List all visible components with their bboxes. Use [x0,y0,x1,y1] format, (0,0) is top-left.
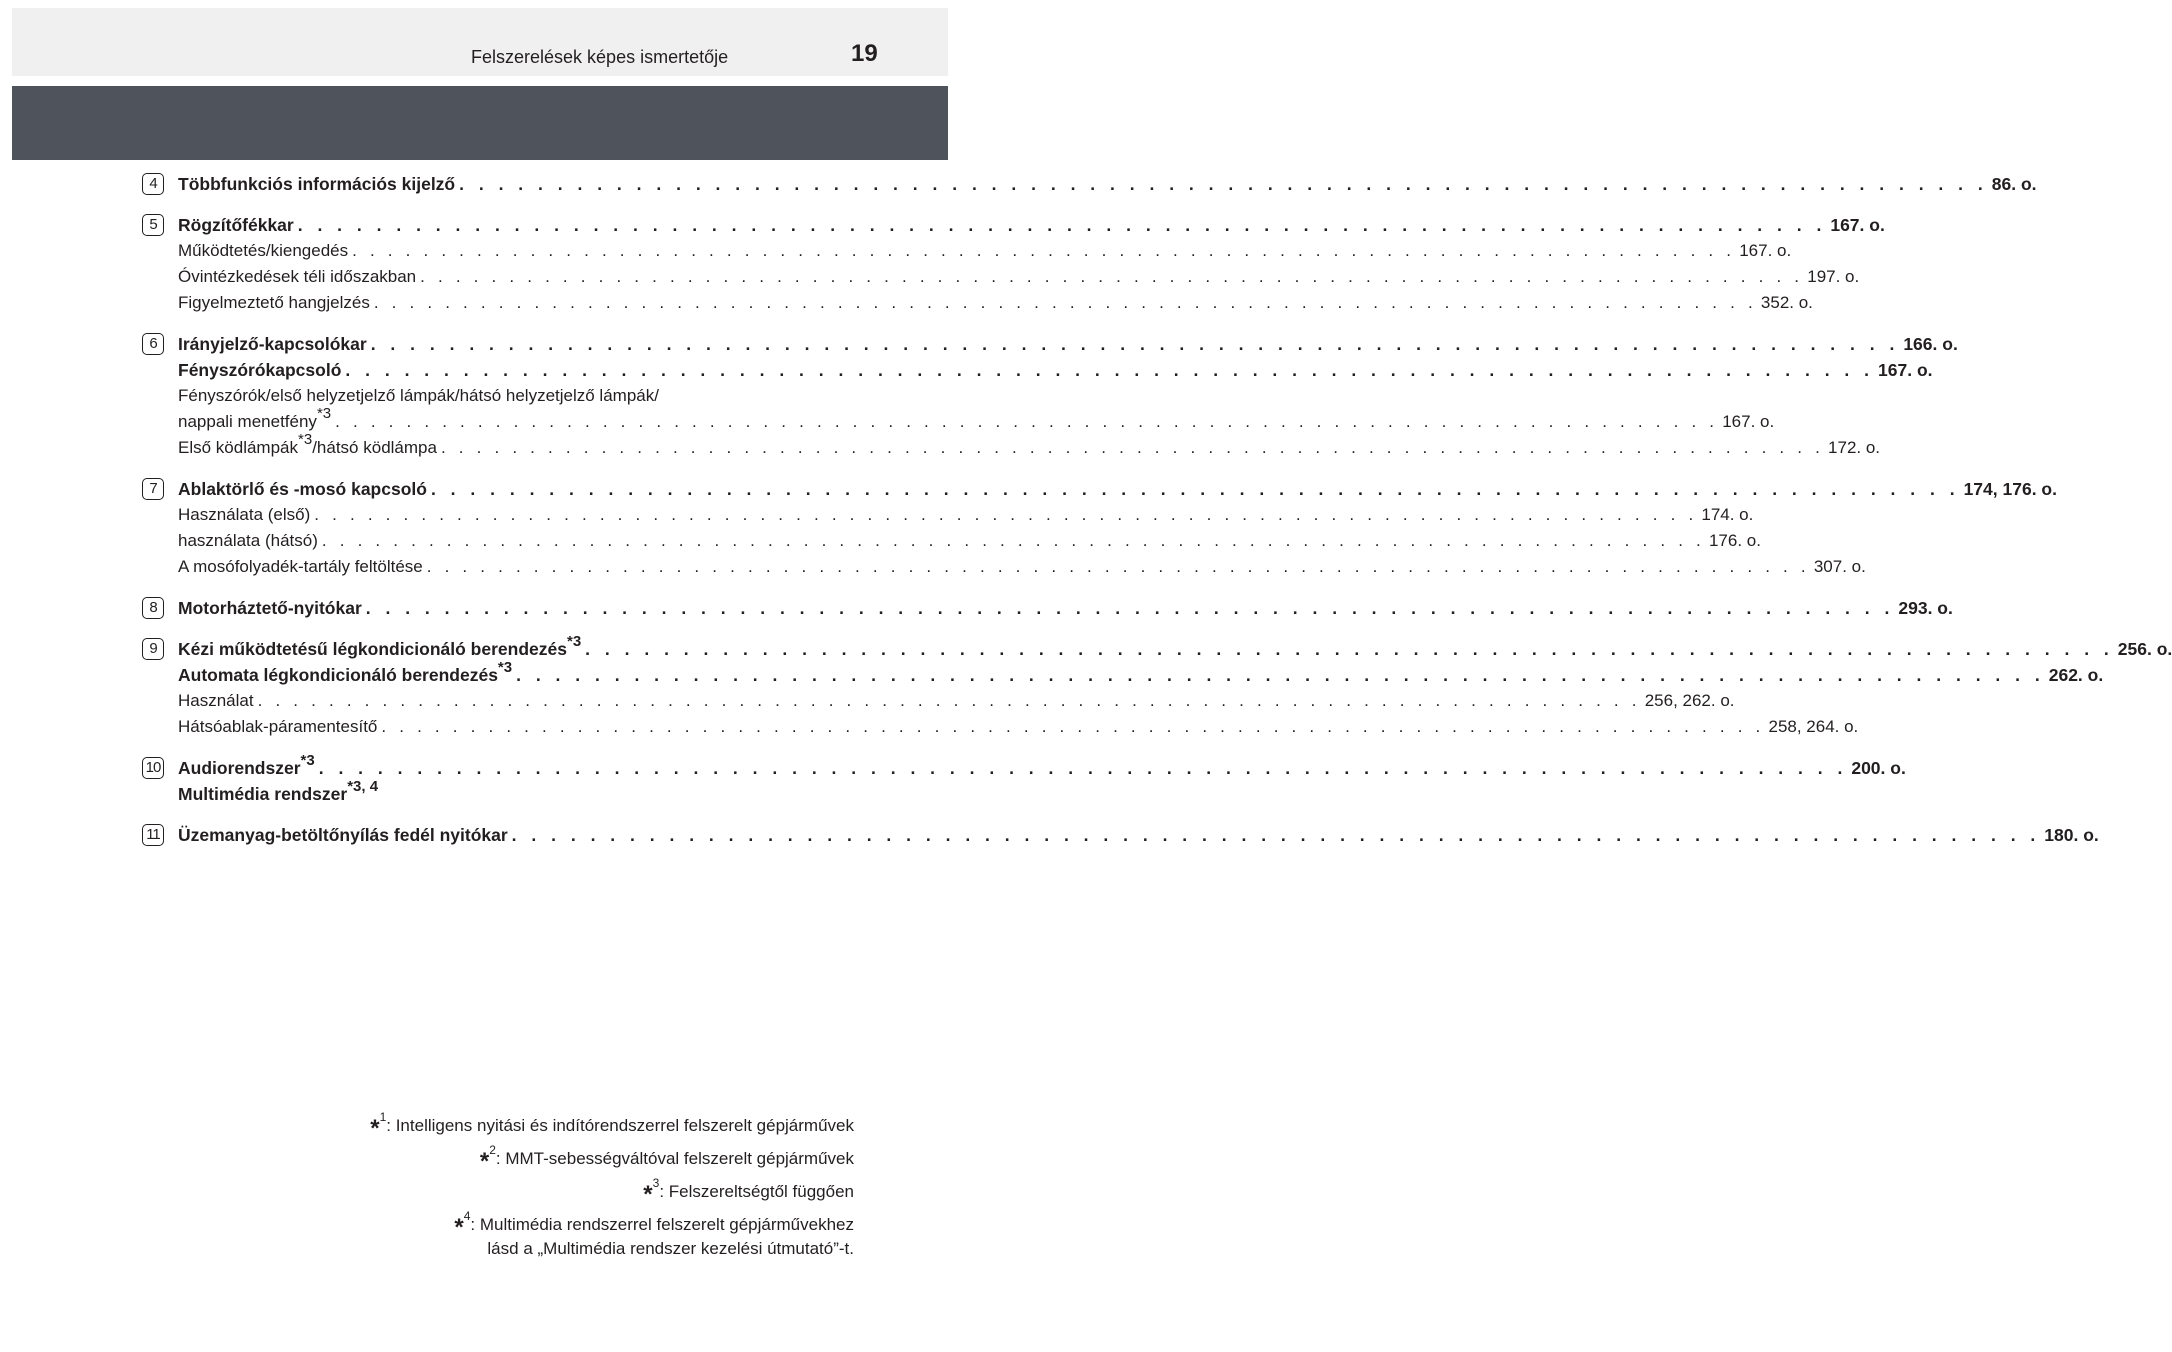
leader-dots: . . . . . . . . . . . . . . . . . . . . . . . . . . . . . . . . . . . . . . . . . . . . . . . . . . . . . . . . . . . . . . . . . . . . . . . . . . . . . . [335,412,1719,431]
entry-label: Hátsóablak-páramentesítő [178,717,378,736]
entry-label: nappali menetfény$^{*3}$ [178,405,332,431]
footnotes [370,1108,854,1260]
section-number-badge: 7 [142,478,164,500]
footnote-1: *$^1$: Intelligens nyitási és indítórendszerrel felszerelt gépjárművek [370,1110,854,1142]
section-7 [142,476,2057,580]
leader-dots: . . . . . . . . . . . . . . . . . . . . . . . . . . . . . . . . . . . . . . . . . . . . . . . . . . . . . . . . . . . . . . . . . . . . . . . . . . . . . . [365,598,1895,618]
entry-page: 293. o. [1898,598,1953,618]
leader-dots: . . . . . . . . . . . . . . . . . . . . . . . . . . . . . . . . . . . . . . . . . . . . . . . . . . . . . . . . . . . . . . . . . . . . . . . . . . . . . . [381,717,1765,736]
leader-dots: . . . . . . . . . . . . . . . . . . . . . . . . . . . . . . . . . . . . . . . . . . . . . . . . . . . . . . . . . . . . . . . . . . . . . . . . . . . . . . [297,215,1827,235]
subentry-washer-fluid[interactable] [178,554,1866,580]
footnote-2: *$^2$: MMT-sebességváltóval felszerelt gépjárművek [479,1143,854,1175]
entry-page: 172. o. [1828,438,1881,457]
leader-dots: . . . . . . . . . . . . . . . . . . . . . . . . . . . . . . . . . . . . . . . . . . . . . . . . . . . . . . . . . . . . . . . . . . . . . . . . . . . . . . [257,691,1641,710]
entry-label: Első ködlámpák$^{*3}$/hátsó ködlámpa [178,431,437,457]
footnote-mark: *3 [300,752,315,770]
footnote-4-continuation: lásd a „Multimédia rendszer kezelési útmutató”-t. [487,1239,854,1258]
entry-page: 86. o. [1991,174,2037,194]
entry-label: Üzemanyag-betöltőnyílás fedél nyitókar [178,825,508,845]
entry-label: Óvintézkedések téli időszakban [178,267,417,286]
subentry-rear-defogger[interactable] [178,714,1859,740]
section-number-badge: 8 [142,597,164,619]
leader-dots: . . . . . . . . . . . . . . . . . . . . . . . . . . . . . . . . . . . . . . . . . . . . . . . . . . . . . . . . . . . . . . . . . . . . . . . . . . . . . . [426,557,1810,576]
entry-label: A mosófolyadék-tartály feltöltése [178,557,423,576]
entry-label: Audiorendszer$^{*3}$ [178,752,315,778]
entry-page: 174. o. [1701,505,1754,524]
leader-dots: . . . . . . . . . . . . . . . . . . . . . . . . . . . . . . . . . . . . . . . . . . . . . . . . . . . . . . . . . . . . . . . . . . . . . . . . . . . . . . [352,241,1736,260]
footnote-mark: *3 [497,659,513,677]
subentry-winter-precautions[interactable] [178,264,1860,290]
subentry-lights-line1: Fényszórók/első helyzetjelző lámpák/hátsó helyzetjelző lámpák/ [178,386,659,405]
entry-label: Motorháztető-nyitókar [178,598,362,618]
footnote-mark: *3 [298,431,313,449]
entry-page: 167. o. [1739,241,1792,260]
subentry-fog-lights[interactable] [178,431,1881,461]
footnote-3: *$^3$: Felszereltségtől függően [643,1176,854,1208]
section-4 [142,171,2037,197]
entry-page: 167. o. [1722,412,1775,431]
section-9 [142,633,2172,740]
section-6 [142,331,1958,461]
section-number-badge: 4 [142,173,164,195]
section-10 [142,752,1906,807]
entry-fuel-door-opener[interactable] [178,822,2099,848]
leader-dots: . . . . . . . . . . . . . . . . . . . . . . . . . . . . . . . . . . . . . . . . . . . . . . . . . . . . . . . . . . . . . . . . . . . . . . . . . . . . . . [345,360,1875,380]
entry-headlight-switch[interactable] [178,357,1933,383]
entry-page: 176. o. [1708,531,1761,550]
entry-multimedia-system[interactable] [178,778,832,807]
entry-page: 167. o. [1878,360,1933,380]
page-number: 19 [851,40,878,67]
entry-label: Használata (első) [178,505,311,524]
entry-page: 256. o. [2117,639,2172,659]
leader-dots: . . . . . . . . . . . . . . . . . . . . . . . . . . . . . . . . . . . . . . . . . . . . . . . . . . . . . . . . . . . . . . . . . . . . . . . . . . . . . . [430,479,1960,499]
entry-label: Rögzítőfékkar [178,215,294,235]
entry-label: Használat [178,691,254,710]
entry-page: 180. o. [2044,825,2099,845]
entry-parking-brake[interactable] [178,212,1885,238]
subentry-warning-buzzer[interactable] [178,290,1813,316]
entry-page: 197. o. [1807,267,1860,286]
entry-label: Működtetés/kiengedés [178,241,349,260]
entry-page: 258, 264. o. [1768,717,1859,736]
entry-label: Ablaktörlő és -mosó kapcsoló [178,479,427,499]
entry-label: Figyelmeztető hangjelzés [178,293,370,312]
footnote-mark: *3 [566,633,582,651]
entry-page: 307. o. [1813,557,1866,576]
entry-page: 174, 176. o. [1963,479,2057,499]
section-number-badge: 5 [142,214,164,236]
leader-dots: . . . . . . . . . . . . . . . . . . . . . . . . . . . . . . . . . . . . . . . . . . . . . . . . . . . . . . . . . . . . . . . . . . . . . . . . . . . . . . [370,334,1900,354]
entry-turn-signal-lever[interactable] [178,331,1958,357]
leader-dots: . . . . . . . . . . . . . . . . . . . . . . . . . . . . . . . . . . . . . . . . . . . . . . . . . . . . . . . . . . . . . . . . . . . . . . . . . . . . . . [585,639,2114,659]
leader-dots: . . . . . . . . . . . . . . . . . . . . . . . . . . . . . . . . . . . . . . . . . . . . . . . . . . . . . . . . . . . . . . . . . . . . . . . . . . . . . . [420,267,1804,286]
entry-page: 166. o. [1903,334,1958,354]
entry-label: Többfunkciós információs kijelző [178,174,456,194]
section-number-badge: 9 [142,638,164,660]
leader-dots: . . . . . . . . . . . . . . . . . . . . . . . . . . . . . . . . . . . . . . . . . . . . . . . . . . . . . . . . . . . . . . . . . . . . . . . . . . . . . . [373,293,1757,312]
entry-page: 256, 262. o. [1644,691,1735,710]
footnote-mark: *3, 4 [347,778,379,796]
leader-dots: . . . . . . . . . . . . . . . . . . . . . . . . . . . . . . . . . . . . . . . . . . . . . . . . . . . . . . . . . . . . . . . . . . . . . . . . . . . . . . [459,174,1988,194]
entry-label: Kézi működtetésű légkondicionáló berendezés$^{*3}$ [178,633,582,659]
footnote-mark: *3 [316,405,332,423]
entry-page: 352. o. [1760,293,1813,312]
page-header-title: Felszerelések képes ismertetője [471,47,729,67]
section-number-badge: 11 [142,824,164,846]
leader-dots: . . . . . . . . . . . . . . . . . . . . . . . . . . . . . . . . . . . . . . . . . . . . . . . . . . . . . . . . . . . . . . . . . . . . . . . . . . . . . . [314,505,1698,524]
index-list [142,171,2172,863]
leader-dots: . . . . . . . . . . . . . . . . . . . . . . . . . . . . . . . . . . . . . . . . . . . . . . . . . . . . . . . . . . . . . . . . . . . . . . . . . . . . . . [318,758,1848,778]
entry-label: Fényszórókapcsoló [178,360,342,380]
subentry-operation[interactable] [178,238,1792,264]
entry-audio-system[interactable] [178,752,1906,781]
subentry-daytime-running-light[interactable] [178,405,1775,435]
section-8 [142,595,1953,621]
section-5 [142,212,1885,316]
subentry-front-use[interactable] [178,502,1754,528]
entry-multi-info-display[interactable] [178,171,2037,197]
leader-dots: . . . . . . . . . . . . . . . . . . . . . . . . . . . . . . . . . . . . . . . . . . . . . . . . . . . . . . . . . . . . . . . . . . . . . . . . . . . . . . [516,665,2045,685]
subentry-rear-use[interactable] [178,528,1761,554]
entry-label: használata (hátsó) [178,531,318,550]
entry-label: Automata légkondicionáló berendezés$^{*3}$ [178,659,513,685]
leader-dots: . . . . . . . . . . . . . . . . . . . . . . . . . . . . . . . . . . . . . . . . . . . . . . . . . . . . . . . . . . . . . . . . . . . . . . . . . . . . . . [511,825,2041,845]
section-11 [142,822,2099,848]
entry-automatic-ac[interactable] [178,659,2104,688]
entry-page: 167. o. [1830,215,1885,235]
leader-dots: . . . . . . . . . . . . . . . . . . . . . . . . . . . . . . . . . . . . . . . . . . . . . . . . . . . . . . . . . . . . . . . . . . . . . . . . . . . . . . [321,531,1705,550]
subentry-usage[interactable] [178,688,1735,714]
footnote-4: *$^4$: Multimédia rendszerrel felszerelt gépjárművekhez [454,1209,854,1241]
entry-page: 262. o. [2048,665,2104,685]
section-number-badge: 10 [142,757,164,779]
entry-hood-release[interactable] [178,595,1953,621]
entry-wiper-washer-switch[interactable] [178,476,2057,502]
entry-label: Multimédia rendszer$^{*3, 4}$ [178,778,379,804]
entry-page: 200. o. [1851,758,1906,778]
section-number-badge: 6 [142,333,164,355]
header-bar [12,86,948,160]
entry-label: Irányjelző-kapcsolókar [178,334,367,354]
leader-dots: . . . . . . . . . . . . . . . . . . . . . . . . . . . . . . . . . . . . . . . . . . . . . . . . . . . . . . . . . . . . . . . . . . . . . . . . . . . . . . [440,438,1825,457]
